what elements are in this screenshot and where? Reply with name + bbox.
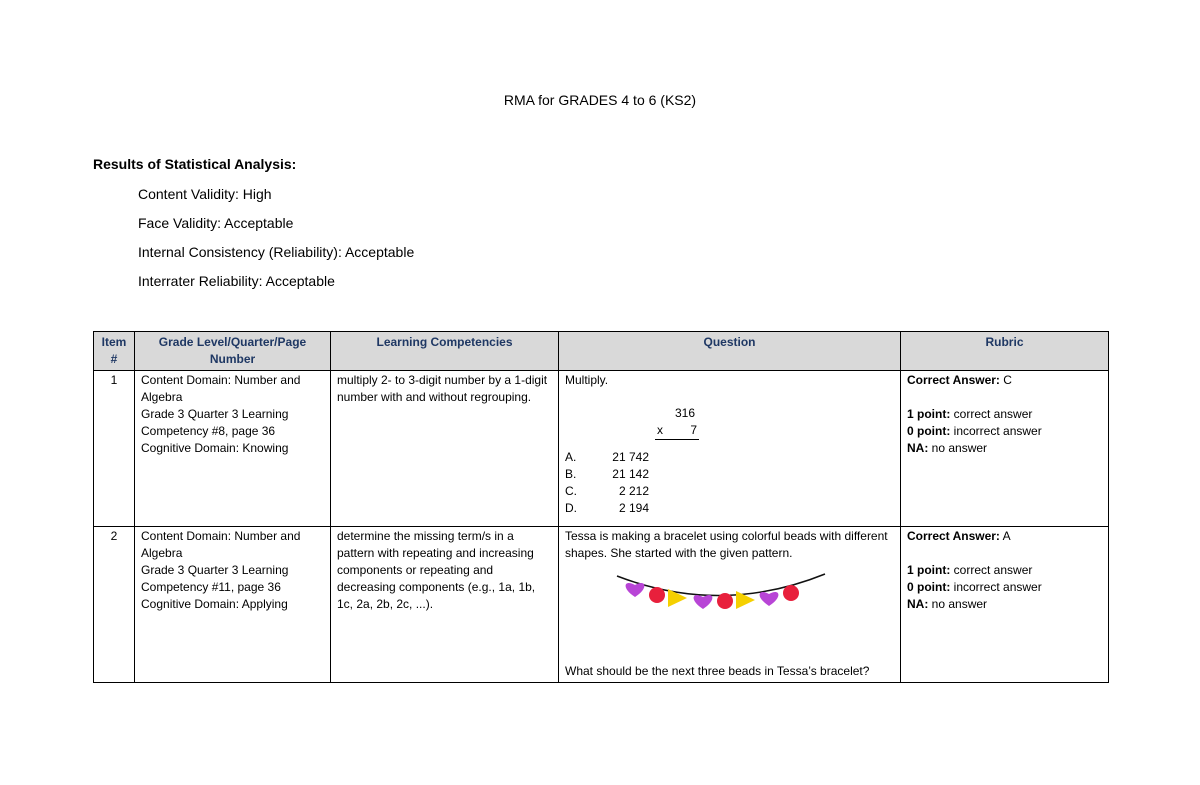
header-item-label: Item — [101, 335, 127, 349]
rubric-na: NA: no answer — [907, 441, 988, 455]
question-followup: What should be the next three beads in Tessa’s bracelet? — [565, 664, 870, 678]
choice-value: 21 142 — [612, 467, 649, 481]
question-cell — [559, 371, 901, 527]
grade-cell — [135, 527, 331, 683]
correct-answer: Correct Answer: A — [907, 529, 1011, 543]
rubric-one-point: 1 point: correct answer — [907, 407, 1033, 421]
face-validity: Face Validity: Acceptable — [138, 215, 294, 231]
multiplication-problem — [565, 389, 894, 449]
table-header-row — [94, 332, 1109, 371]
choice-label: A. — [565, 450, 577, 464]
rubric-cell — [901, 527, 1109, 683]
cognitive-domain: Cognitive Domain: Knowing — [141, 441, 289, 455]
choice-value: 21 742 — [612, 450, 649, 464]
question-prompt: Multiply. — [565, 373, 609, 387]
header-grade: Grade Level/Quarter/Page Number — [135, 332, 331, 371]
table-row — [94, 371, 1109, 527]
choice-c — [565, 483, 894, 500]
choice-label: C. — [565, 484, 577, 498]
header-rubric: Rubric — [901, 332, 1109, 371]
heart-bead-icon — [694, 595, 713, 609]
header-item-hash: # — [110, 352, 118, 366]
choice-d — [565, 500, 894, 517]
header-question: Question — [559, 332, 901, 371]
heart-bead-icon — [760, 592, 779, 606]
rubric-cell — [901, 371, 1109, 527]
content-domain: Content Domain: Number and Algebra — [141, 529, 301, 560]
multiplicand: 316 — [675, 406, 696, 420]
competency-cell: determine the missing term/s in a pattern with repeating and increasing components or repeating and decreasing components (e.g., 1a, 1b, 1c, 2a, 2b, 2c, ...). — [331, 527, 559, 683]
content-validity: Content Validity: High — [138, 186, 272, 202]
choice-value: 2 194 — [618, 501, 649, 515]
product-line — [655, 439, 699, 440]
choice-value: 2 212 — [618, 484, 649, 498]
interrater-reliability: Interrater Reliability: Acceptable — [138, 273, 335, 289]
times-sign: x — [657, 423, 663, 437]
item-number: 1 — [94, 371, 135, 527]
rubric-zero-point: 0 point: incorrect answer — [907, 580, 1042, 594]
cognitive-domain: Cognitive Domain: Applying — [141, 597, 288, 611]
rubric-na: NA: no answer — [907, 597, 988, 611]
rubric-one-point: 1 point: correct answer — [907, 563, 1033, 577]
header-competencies: Learning Competencies — [331, 332, 559, 371]
rma-table — [93, 331, 1109, 683]
grade-competency: Grade 3 Quarter 3 Learning Competency #8, page 36 — [141, 407, 289, 438]
heart-bead-icon — [626, 583, 645, 597]
bead-pattern-image — [611, 568, 831, 616]
choice-label: D. — [565, 501, 577, 515]
correct-answer: Correct Answer: C — [907, 373, 1012, 387]
item-number: 2 — [94, 527, 135, 683]
competency-cell: multiply 2- to 3-digit number by a 1-digit number with and without regrouping. — [331, 371, 559, 527]
circle-bead-icon — [649, 587, 665, 603]
multiplier: 7 — [690, 423, 697, 437]
table-row — [94, 527, 1109, 683]
choice-a — [565, 449, 894, 466]
question-cell — [559, 527, 901, 683]
grade-competency: Grade 3 Quarter 3 Learning Competency #11, page 36 — [141, 563, 289, 594]
grade-cell — [135, 371, 331, 527]
internal-consistency: Internal Consistency (Reliability): Acceptable — [138, 244, 415, 260]
question-prompt: Tessa is making a bracelet using colorful beads with different shapes. She started with the given pattern. — [565, 529, 888, 560]
circle-bead-icon — [717, 593, 733, 609]
content-domain: Content Domain: Number and Algebra — [141, 373, 301, 404]
results-heading: Results of Statistical Analysis: — [93, 156, 297, 172]
circle-bead-icon — [783, 585, 799, 601]
choice-label: B. — [565, 467, 577, 481]
choice-b — [565, 466, 894, 483]
header-item — [94, 332, 135, 371]
rubric-zero-point: 0 point: incorrect answer — [907, 424, 1042, 438]
document-title: RMA for GRADES 4 to 6 (KS2) — [503, 92, 697, 108]
